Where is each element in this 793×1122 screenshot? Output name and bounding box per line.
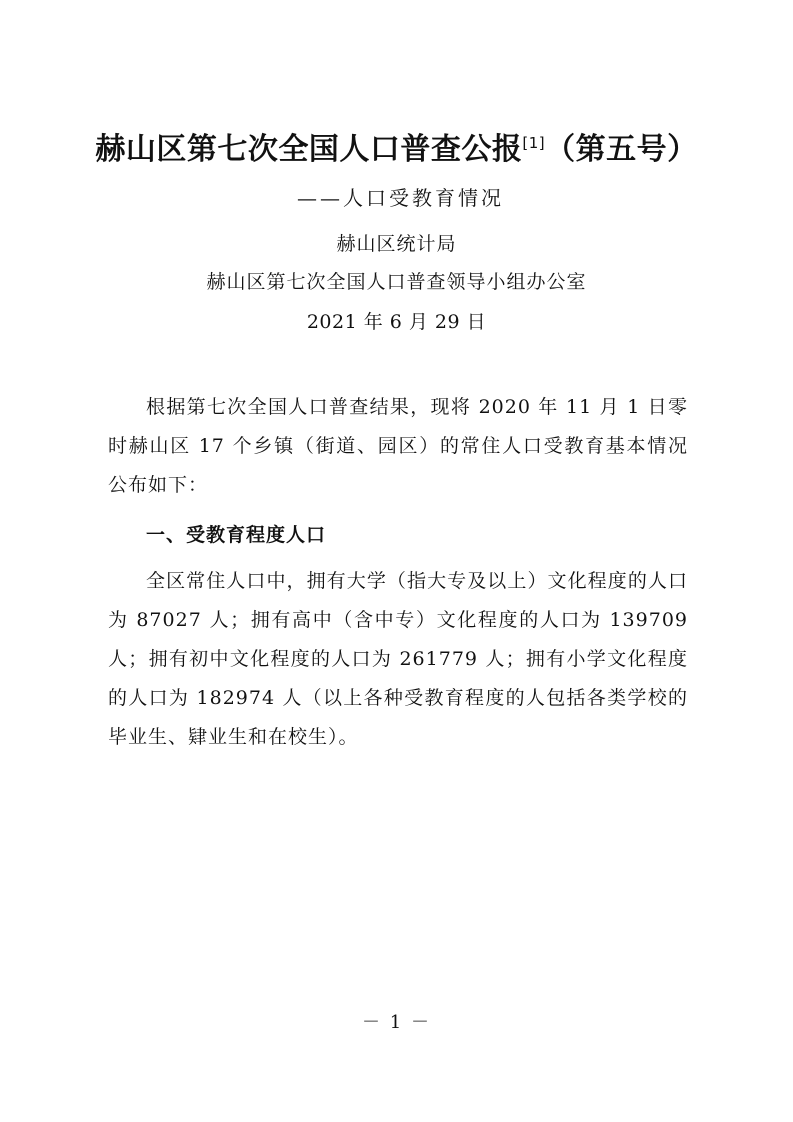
section-paragraph: 全区常住人口中，拥有大学（指大专及以上）文化程度的人口为 87027 人；拥有高中（含中专）文化程度的人口为 139709 人；拥有初中文化程度的人口为 261779 人；拥有小学文化程度的人口为 182974 人（以上各种受教育程度的人包括各类学校的毕业生、肄业生和在校生）。 <box>108 570 688 748</box>
section-heading: 一、受教育程度人口 <box>146 524 327 546</box>
footnote-reference[interactable]: [1] <box>522 134 546 152</box>
page-subtitle: ——人口受教育情况 <box>297 186 504 210</box>
publish-date: 2021 年 6 月 29 日 <box>306 311 487 333</box>
page-number: － 1 － <box>362 1012 431 1033</box>
issuer-census-office: 赫山区第七次全国人口普查领导小组办公室 <box>206 271 587 293</box>
intro-paragraph: 根据第七次全国人口普查结果，现将 2020 年 11 月 1 日零时赫山区 17 个乡镇（街道、园区）的常住人口受教育基本情况公布如下： <box>108 396 688 496</box>
title-suffix: （第五号） <box>545 132 698 167</box>
page-title <box>0 128 793 172</box>
issuer-statistics-bureau: 赫山区统计局 <box>336 233 457 255</box>
title-main: 赫山区第七次全国人口普查公报 <box>95 132 523 167</box>
